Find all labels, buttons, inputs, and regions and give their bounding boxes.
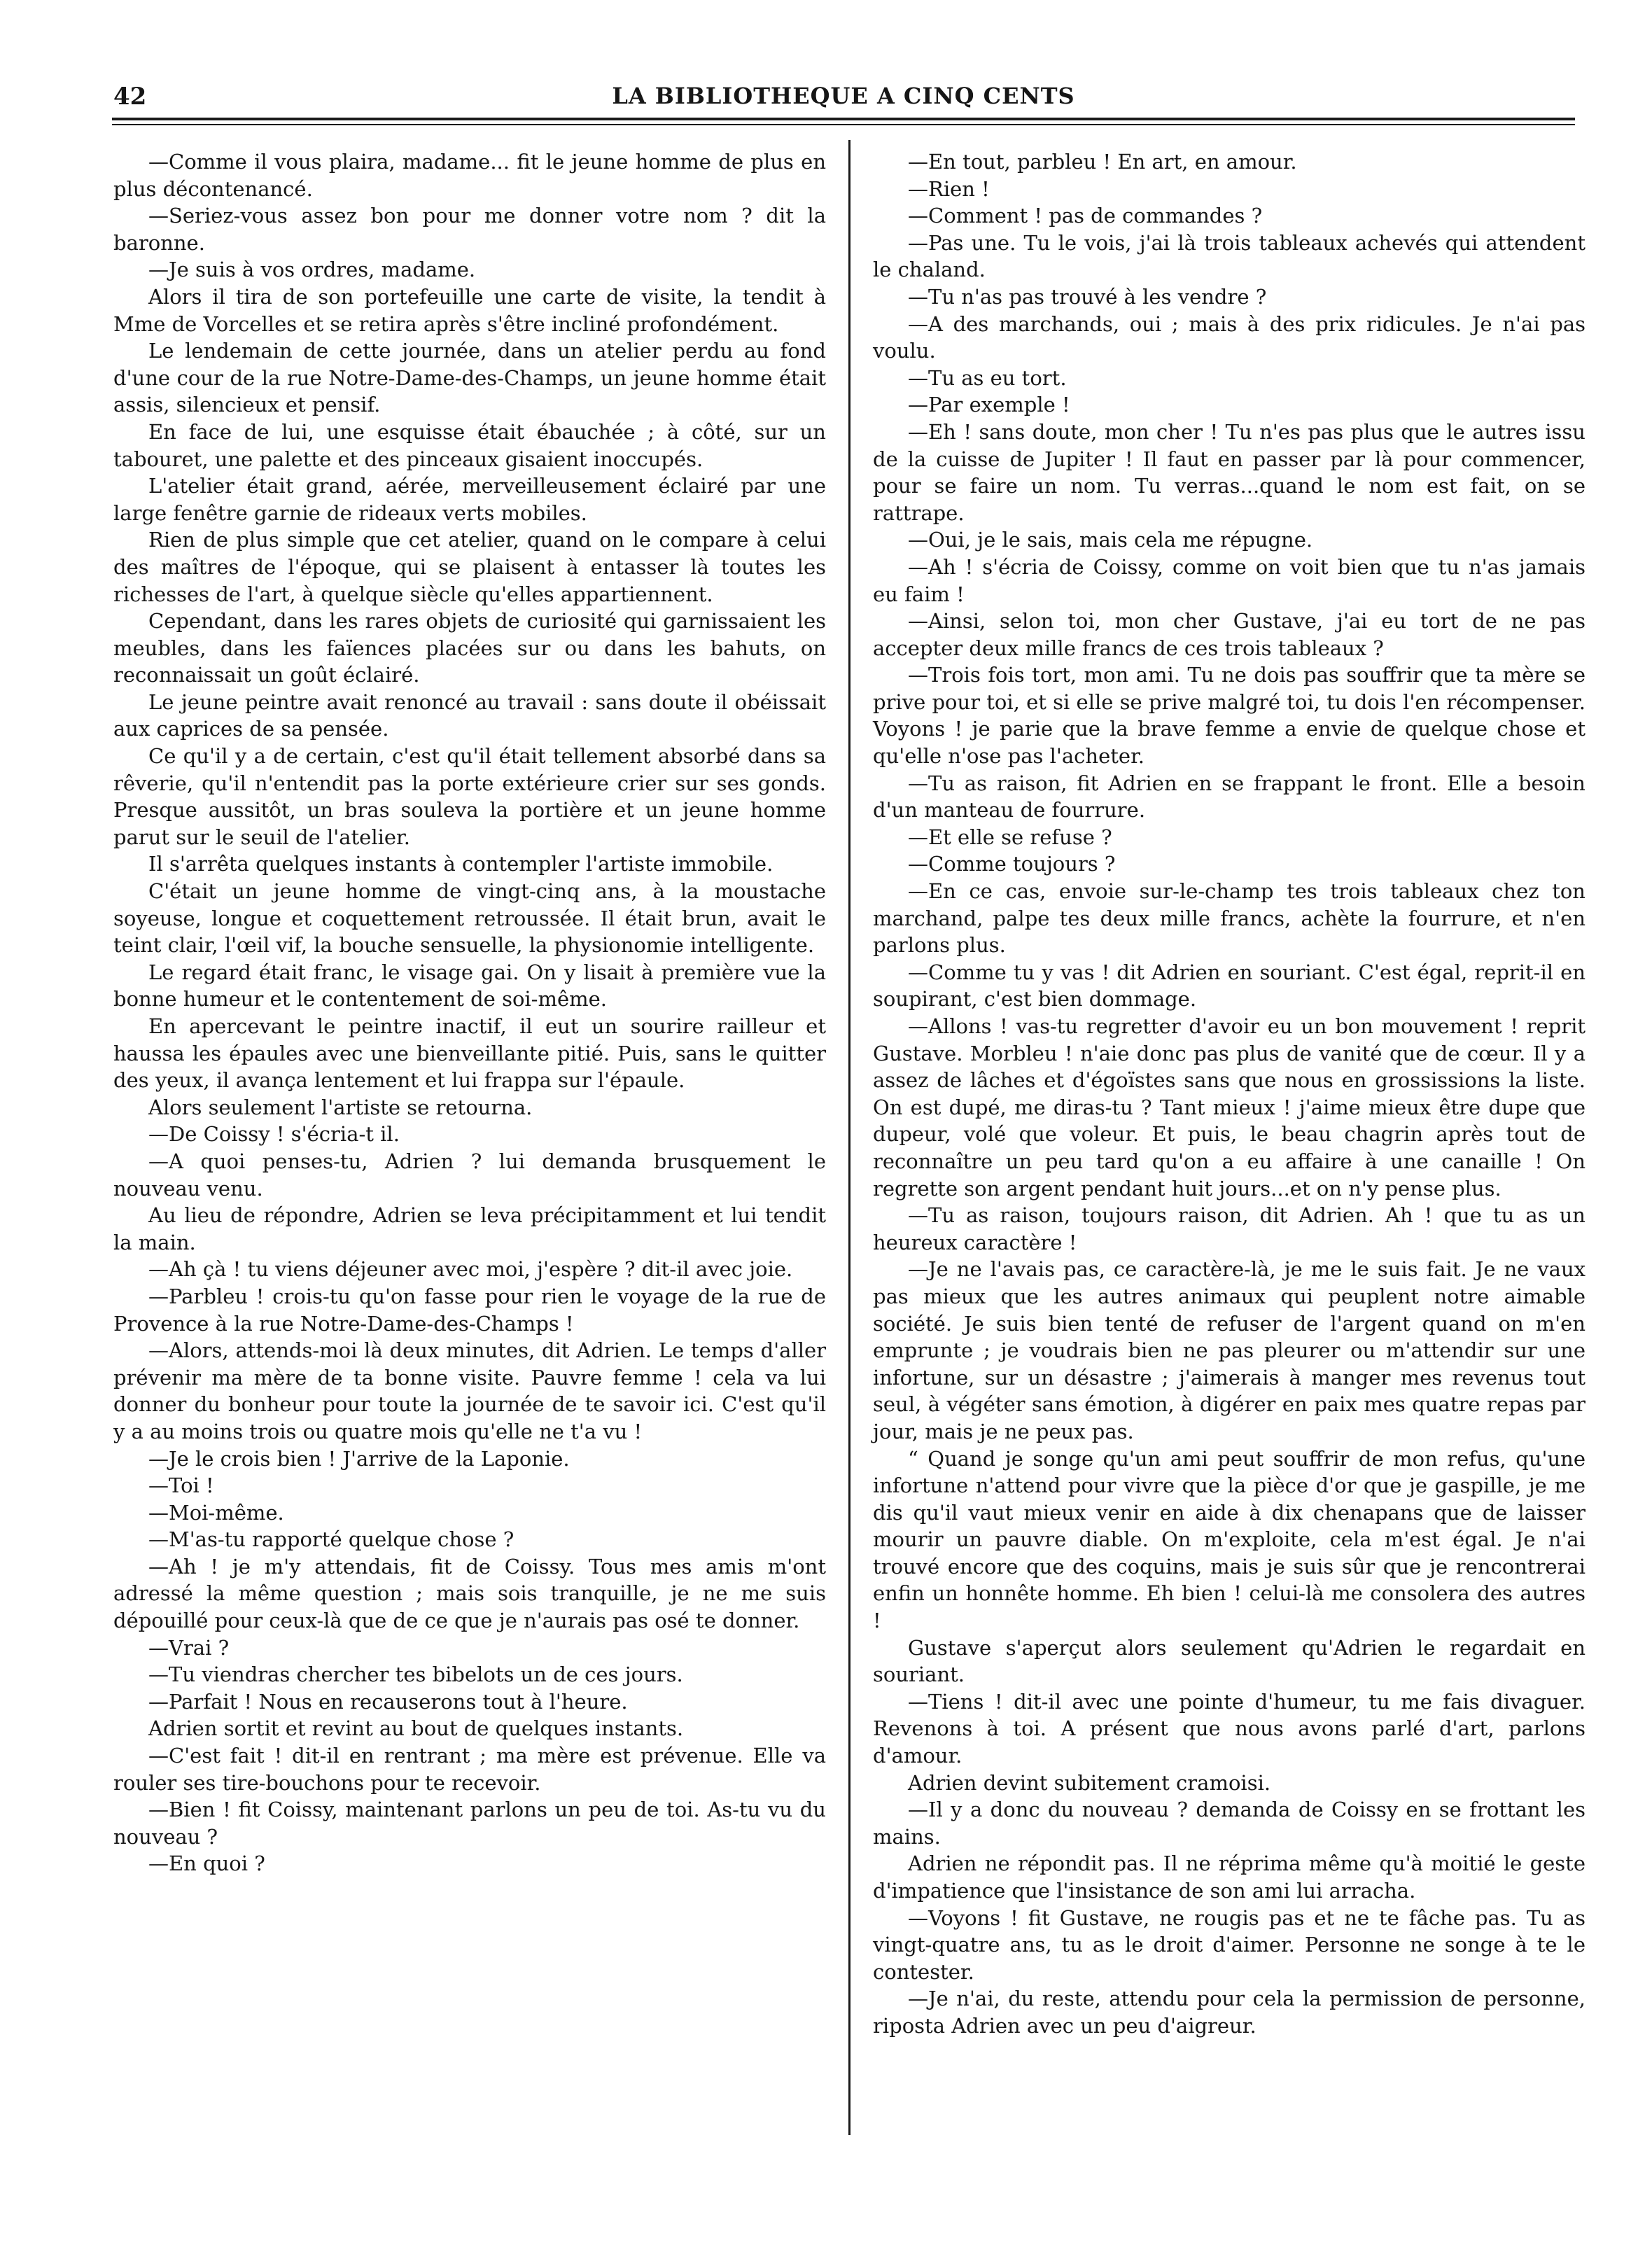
paragraph: —Par exemple ! [908,393,1070,417]
paragraph: —Oui, je le sais, mais cela me répugne. [908,528,1313,552]
paragraph: —Et elle se refuse ? [908,825,1112,849]
paragraph: Le jeune peintre avait renoncé au travail : sans doute il obéissait aux caprices de sa pensée. [113,690,826,741]
paragraph: —Comme toujours ? [908,852,1116,876]
paragraph: Le lendemain de cette journée, dans un atelier perdu au fond d'une cour de la rue Notre-Dame-des-Champs, un jeune homme était assis, silencieux et pensif. [113,339,826,417]
header-rule-thick [112,118,1575,120]
paragraph: —Tu viendras chercher tes bibelots un de ces jours. [148,1662,683,1687]
paragraph: —En ce cas, envoie sur-le-champ tes trois tableaux chez ton marchand, palpe tes deux mille francs, achète la fourrure, et n'en parlons plus. [873,879,1586,958]
paragraph: —Moi-même. [148,1500,284,1525]
paragraph: —Tu as raison, fit Adrien en se frappant le front. Elle a besoin d'un manteau de fourrure. [873,771,1586,822]
paragraph: —A des marchands, oui ; mais à des prix ridicules. Je n'ai pas voulu. [873,312,1586,363]
paragraph: —Seriez-vous assez bon pour me donner votre nom ? dit la baronne. [113,204,826,255]
paragraph: Ce qu'il y a de certain, c'est qu'il était tellement absorbé dans sa rêverie, qu'il n'entendit pas la porte extérieure crier sur ses gonds. Presque aussitôt, un bras souleva la portière et un jeune homme parut sur le seuil de l'atelier. [113,744,826,849]
paragraph: Adrien sortit et revint au bout de quelques instants. [148,1716,684,1741]
left-column [113,148,826,1877]
paragraph: —Pas une. Tu le vois, j'ai là trois tableaux achevés qui attendent le chaland. [873,230,1586,282]
paragraph: —Comment ! pas de commandes ? [908,204,1263,228]
paragraph: En face de lui, une esquisse était ébauchée ; à côté, sur un tabouret, une palette et des pinceaux gisaient inoccupés. [113,419,826,471]
paragraph: —Ah ! s'écria de Coissy, comme on voit bien que tu n'as jamais eu faim ! [873,554,1586,606]
paragraph: —Je suis à vos ordres, madame. [148,258,476,282]
right-column [873,148,1586,2040]
paragraph: —Tu as eu tort. [908,365,1067,390]
paragraph: —Ainsi, selon toi, mon cher Gustave, j'ai eu tort de ne pas accepter deux mille francs de ces trois tableaux ? [873,609,1586,660]
paragraph: —Comme il vous plaira, madame... fit le jeune homme de plus en plus décontenancé. [113,150,826,201]
paragraph: Adrien devint subitement cramoisi. [908,1770,1271,1795]
paragraph: Au lieu de répondre, Adrien se leva précipitamment et lui tendit la main. [113,1203,826,1254]
page-number: 42 [113,83,147,111]
paragraph: —Vrai ? [148,1635,230,1660]
paragraph: —Tu n'as pas trouvé à les vendre ? [908,284,1267,309]
paragraph: —Allons ! vas-tu regretter d'avoir eu un bon mouvement ! reprit Gustave. Morbleu ! n'aie donc pas plus de vanité que de cœur. Il y a assez de lâches et d'égoïstes sans que nous en grossissions la liste. On est dupé, me diras-tu ? Tant mieux ! j'aime mieux être dupe que dupeur, volé que voleur. Et puis, le beau chagrin après tout de reconnaître un peu tard qu'on a eu affaire à une canaille ! On regrette son argent pendant huit jours...et on n'y pense plus. [873,1014,1586,1200]
paragraph: —Voyons ! fit Gustave, ne rougis pas et ne te fâche pas. Tu as vingt-quatre ans, tu as le droit d'aimer. Personne ne songe à te le contester. [873,1905,1586,1984]
paragraph: —Il y a donc du nouveau ? demanda de Coissy en se frottant les mains. [873,1798,1586,1849]
header-rule-thin [112,124,1575,125]
paragraph: —En quoi ? [148,1851,265,1876]
paragraph: —Alors, attends-moi là deux minutes, dit Adrien. Le temps d'aller prévenir ma mère de ta bonne visite. Pauvre femme ! cela va lui donner du bonheur pour toute la journée de te savoir ici. C'est qu'il y a au moins trois ou quatre mois qu'elle ne t'a vu ! [113,1338,826,1443]
paragraph: —Bien ! fit Coissy, maintenant parlons un peu de toi. As-tu vu du nouveau ? [113,1798,826,1849]
paragraph: Le regard était franc, le visage gai. On y lisait à première vue la bonne humeur et le contentement de soi-même. [113,960,826,1011]
paragraph: —Comme tu y vas ! dit Adrien en souriant. C'est égal, reprit-il en soupirant, c'est bien dommage. [873,960,1586,1011]
paragraph: En apercevant le peintre inactif, il eut un sourire railleur et haussa les épaules avec une bienveillante pitié. Puis, sans le quitter des yeux, il avança lentement et lui frappa sur l'épaule. [113,1014,826,1093]
paragraph: —Eh ! sans doute, mon cher ! Tu n'es pas plus que le autres issu de la cuisse de Jupiter ! Il faut en passer par là pour commencer, pour se faire un nom. Tu verras...quand le nom est fait, on se rattrape. [873,419,1586,525]
paragraph: —Parfait ! Nous en recauserons tout à l'heure. [148,1689,628,1714]
paragraph: —Trois fois tort, mon ami. Tu ne dois pas souffrir que ta mère se prive pour toi, et si elle se prive malgré toi, tu dois l'en récompenser. Voyons ! je parie que la brave femme a envie de quelque chose et qu'elle n'ose pas l'acheter. [873,663,1586,769]
running-title: LA BIBLIOTHEQUE A CINQ CENTS [612,83,1075,109]
paragraph: —Tu as raison, toujours raison, dit Adrien. Ah ! que tu as un heureux caractère ! [873,1203,1586,1254]
paragraph: Gustave s'aperçut alors seulement qu'Adrien le regardait en souriant. [873,1635,1586,1687]
paragraph: —Je ne l'avais pas, ce caractère-là, je me le suis fait. Je ne vaux pas mieux que les autres animaux qui peuplent notre aimable société. Je suis bien tenté de refuser de l'argent quand on m'en emprunte ; je voudrais bien ne pas pleurer ou m'attendir sur une infortune, sur un désastre ; j'aimerais à manger mes revenus tout seul, à végéter sans émotion, à digérer en paix mes quatre repas par jour, mais je ne peux pas. [873,1257,1586,1443]
paragraph: Alors seulement l'artiste se retourna. [148,1095,533,1119]
paragraph: Alors il tira de son portefeuille une carte de visite, la tendit à Mme de Vorcelles et se retira après s'être incliné profondément. [113,284,826,336]
paragraph: “ Quand je songe qu'un ami peut souffrir de mon refus, qu'une infortune n'attend pour vivre que la pièce d'or que je gaspille, je me dis qu'il vaut mieux venir en aide à dix chenapans que de laisser mourir un pauvre diable. On m'exploite, cela m'est égal. Je n'ai trouvé encore que des coquins, mais je suis sûr que je rencontrerai enfin un honnête homme. Eh bien ! celui-là me consolera des autres ! [873,1446,1586,1633]
page-header [112,83,1575,118]
paragraph: —Ah çà ! tu viens déjeuner avec moi, j'espère ? dit-il avec joie. [148,1257,793,1282]
paragraph: —Je n'ai, du reste, attendu pour cela la permission de personne, riposta Adrien avec un peu d'aigreur. [873,1987,1586,2038]
paragraph: —En tout, parbleu ! En art, en amour. [908,150,1297,174]
paragraph: —Ah ! je m'y attendais, fit de Coissy. Tous mes amis m'ont adressé la même question ; mais sois tranquille, je ne me suis dépouillé pour ceux-là que de ce que je n'aurais pas osé te donner. [113,1554,826,1633]
paragraph: Cependant, dans les rares objets de curiosité qui garnissaient les meubles, dans les faïences placées sur ou dans les bahuts, on reconnaissait un goût éclairé. [113,609,826,687]
paragraph: —Toi ! [148,1474,214,1498]
paragraph: L'atelier était grand, aérée, merveilleusement éclairé par une large fenêtre garnie de rideaux verts mobiles. [113,474,826,525]
paragraph: Rien de plus simple que cet atelier, quand on le compare à celui des maîtres de l'époque, qui se plaisent à entasser là toutes les richesses de l'art, à quelque siècle qu'elles appartiennent. [113,528,826,606]
paragraph: —De Coissy ! s'écria-t il. [148,1122,400,1147]
paragraph: —Tiens ! dit-il avec une pointe d'humeur, tu me fais divaguer. Revenons à toi. A présent que nous avons parlé d'art, parlons d'amour. [873,1689,1586,1768]
paragraph: —Je le crois bien ! J'arrive de la Laponie. [148,1446,570,1471]
column-divider [848,140,850,2135]
paragraph: —Parbleu ! crois-tu qu'on fasse pour rien le voyage de la rue de Provence à la rue Notre-Dame-des-Champs ! [113,1284,826,1336]
paragraph: —Rien ! [908,176,990,201]
paragraph: —A quoi penses-tu, Adrien ? lui demanda brusquement le nouveau venu. [113,1149,826,1200]
paragraph: Il s'arrêta quelques instants à contempler l'artiste immobile. [148,852,774,876]
paragraph: C'était un jeune homme de vingt-cinq ans, à la moustache soyeuse, longue et coquettement retroussée. Il était brun, avait le teint clair, l'œil vif, la bouche sensuelle, la physionomie intelligente. [113,879,826,958]
paragraph: Adrien ne répondit pas. Il ne réprima même qu'à moitié le geste d'impatience que l'insistance de son ami lui arracha. [873,1851,1586,1903]
paragraph: —M'as-tu rapporté quelque chose ? [148,1527,514,1552]
paragraph: —C'est fait ! dit-il en rentrant ; ma mère est prévenue. Elle va rouler ses tire-bouchons pour te recevoir. [113,1744,826,1795]
